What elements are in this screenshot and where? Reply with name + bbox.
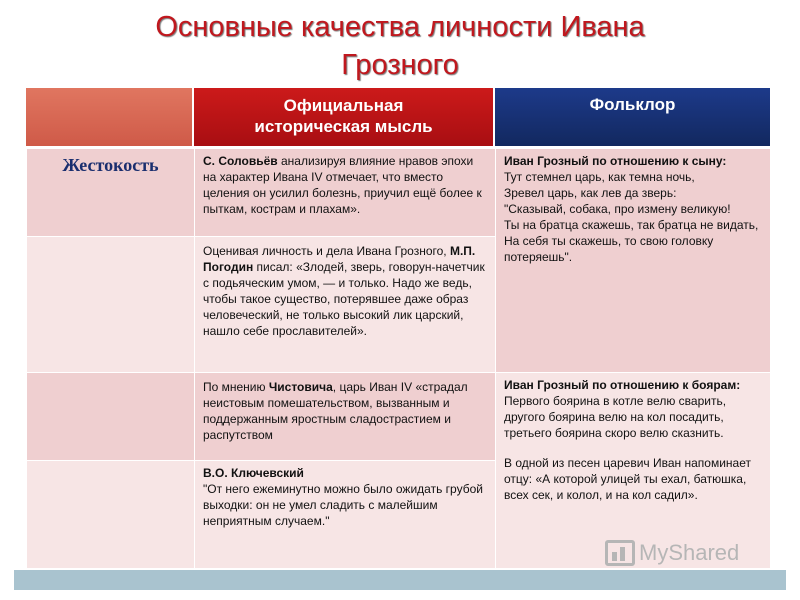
chistovich-name: Чистовича <box>268 380 333 394</box>
folklore-son-line-3: "Сказывай, собака, про измену великую! <box>504 202 731 216</box>
slide-title-line-2: Грозного <box>341 49 459 81</box>
header-official-history <box>194 88 493 146</box>
klyuchevsky-text: "От него ежеминутно можно было ожидать грубой выходки: он не умел сладить с малейшим неприятным случаем." <box>203 482 483 528</box>
folklore-son-line-4: Ты на братца скажешь, так братца не видать, <box>504 218 759 232</box>
left-empty-cell-1 <box>26 236 194 372</box>
pogodin-intro: Оценивая личность и дела Ивана Грозного, <box>203 244 450 258</box>
qualities-table <box>26 88 770 568</box>
solovyov-text: анализируя влияние нравов эпохи на характер Ивана IV отмечает, что вместо целения он усилил болезнь, приучил ещё более к пыткам, кострам и плахам». <box>203 154 482 216</box>
chart-logo-icon <box>605 540 635 566</box>
header-folklore: Фольклор <box>495 88 770 146</box>
folklore-son-cell <box>495 148 770 372</box>
header-official-line-2: историческая мысль <box>254 117 433 136</box>
folklore-boyars-song: В одной из песен царевич Иван напоминает отцу: «А которой улицей ты ехал, батюшка, всех сек, и колол, и на кол садил». <box>504 456 751 502</box>
left-empty-cell-3 <box>26 460 194 568</box>
folklore-boyars-heading: Иван Грозный по отношению к боярам: <box>504 378 741 392</box>
header-empty-cell <box>26 88 192 146</box>
pogodin-cell <box>194 236 495 372</box>
klyuchevsky-name: В.О. Ключевский <box>203 466 304 480</box>
solovyov-cell <box>194 148 495 236</box>
watermark <box>605 537 775 569</box>
folklore-boyars-line-1: Первого боярина в котле велю сварить, <box>504 394 727 408</box>
folklore-gap <box>504 441 762 455</box>
folklore-son-line-1: Тут стемнел царь, как темна ночь, <box>504 170 695 184</box>
folklore-son-heading: Иван Грозный по отношению к сыну: <box>504 154 727 168</box>
pogodin-name: М.П. Погодин <box>203 244 476 274</box>
left-empty-cell-2 <box>26 372 194 460</box>
folklore-boyars-line-3: третьего боярина скоро велю сказнить. <box>504 426 724 440</box>
quality-cell <box>26 148 194 236</box>
chistovich-text: , царь Иван IV «страдал неистовым помешательством, вызванным и поддержанным яростным сладострастием и распутством <box>203 380 468 442</box>
chistovich-intro: По мнению <box>203 380 269 394</box>
bottom-decorative-bar <box>14 570 786 590</box>
quality-label: Жестокость <box>62 155 159 175</box>
folklore-son-line-5: На себя ты скажешь, то свою головку потеряешь". <box>504 234 714 264</box>
folklore-son-line-2: Зревел царь, как лев да зверь: <box>504 186 677 200</box>
slide-title-line-1: Основные качества личности Ивана <box>155 11 645 43</box>
folklore-boyars-line-2: другого боярина велю на кол посадить, <box>504 410 724 424</box>
watermark-text: MyShared <box>639 540 740 565</box>
klyuchevsky-cell <box>194 460 495 568</box>
slide-title <box>0 8 800 84</box>
header-official-line-1: Официальная <box>283 96 404 115</box>
solovyov-name: С. Соловьёв <box>203 154 278 168</box>
chistovich-cell <box>194 372 495 460</box>
pogodin-text: писал: «Злодей, зверь, говорун-начетчик с подьяческим умом, — и только. Надо же ведь, чтобы такое существо, потерявшее даже образ человеческий, не только высокий лик царский, нашло себе прославителей». <box>203 260 485 338</box>
